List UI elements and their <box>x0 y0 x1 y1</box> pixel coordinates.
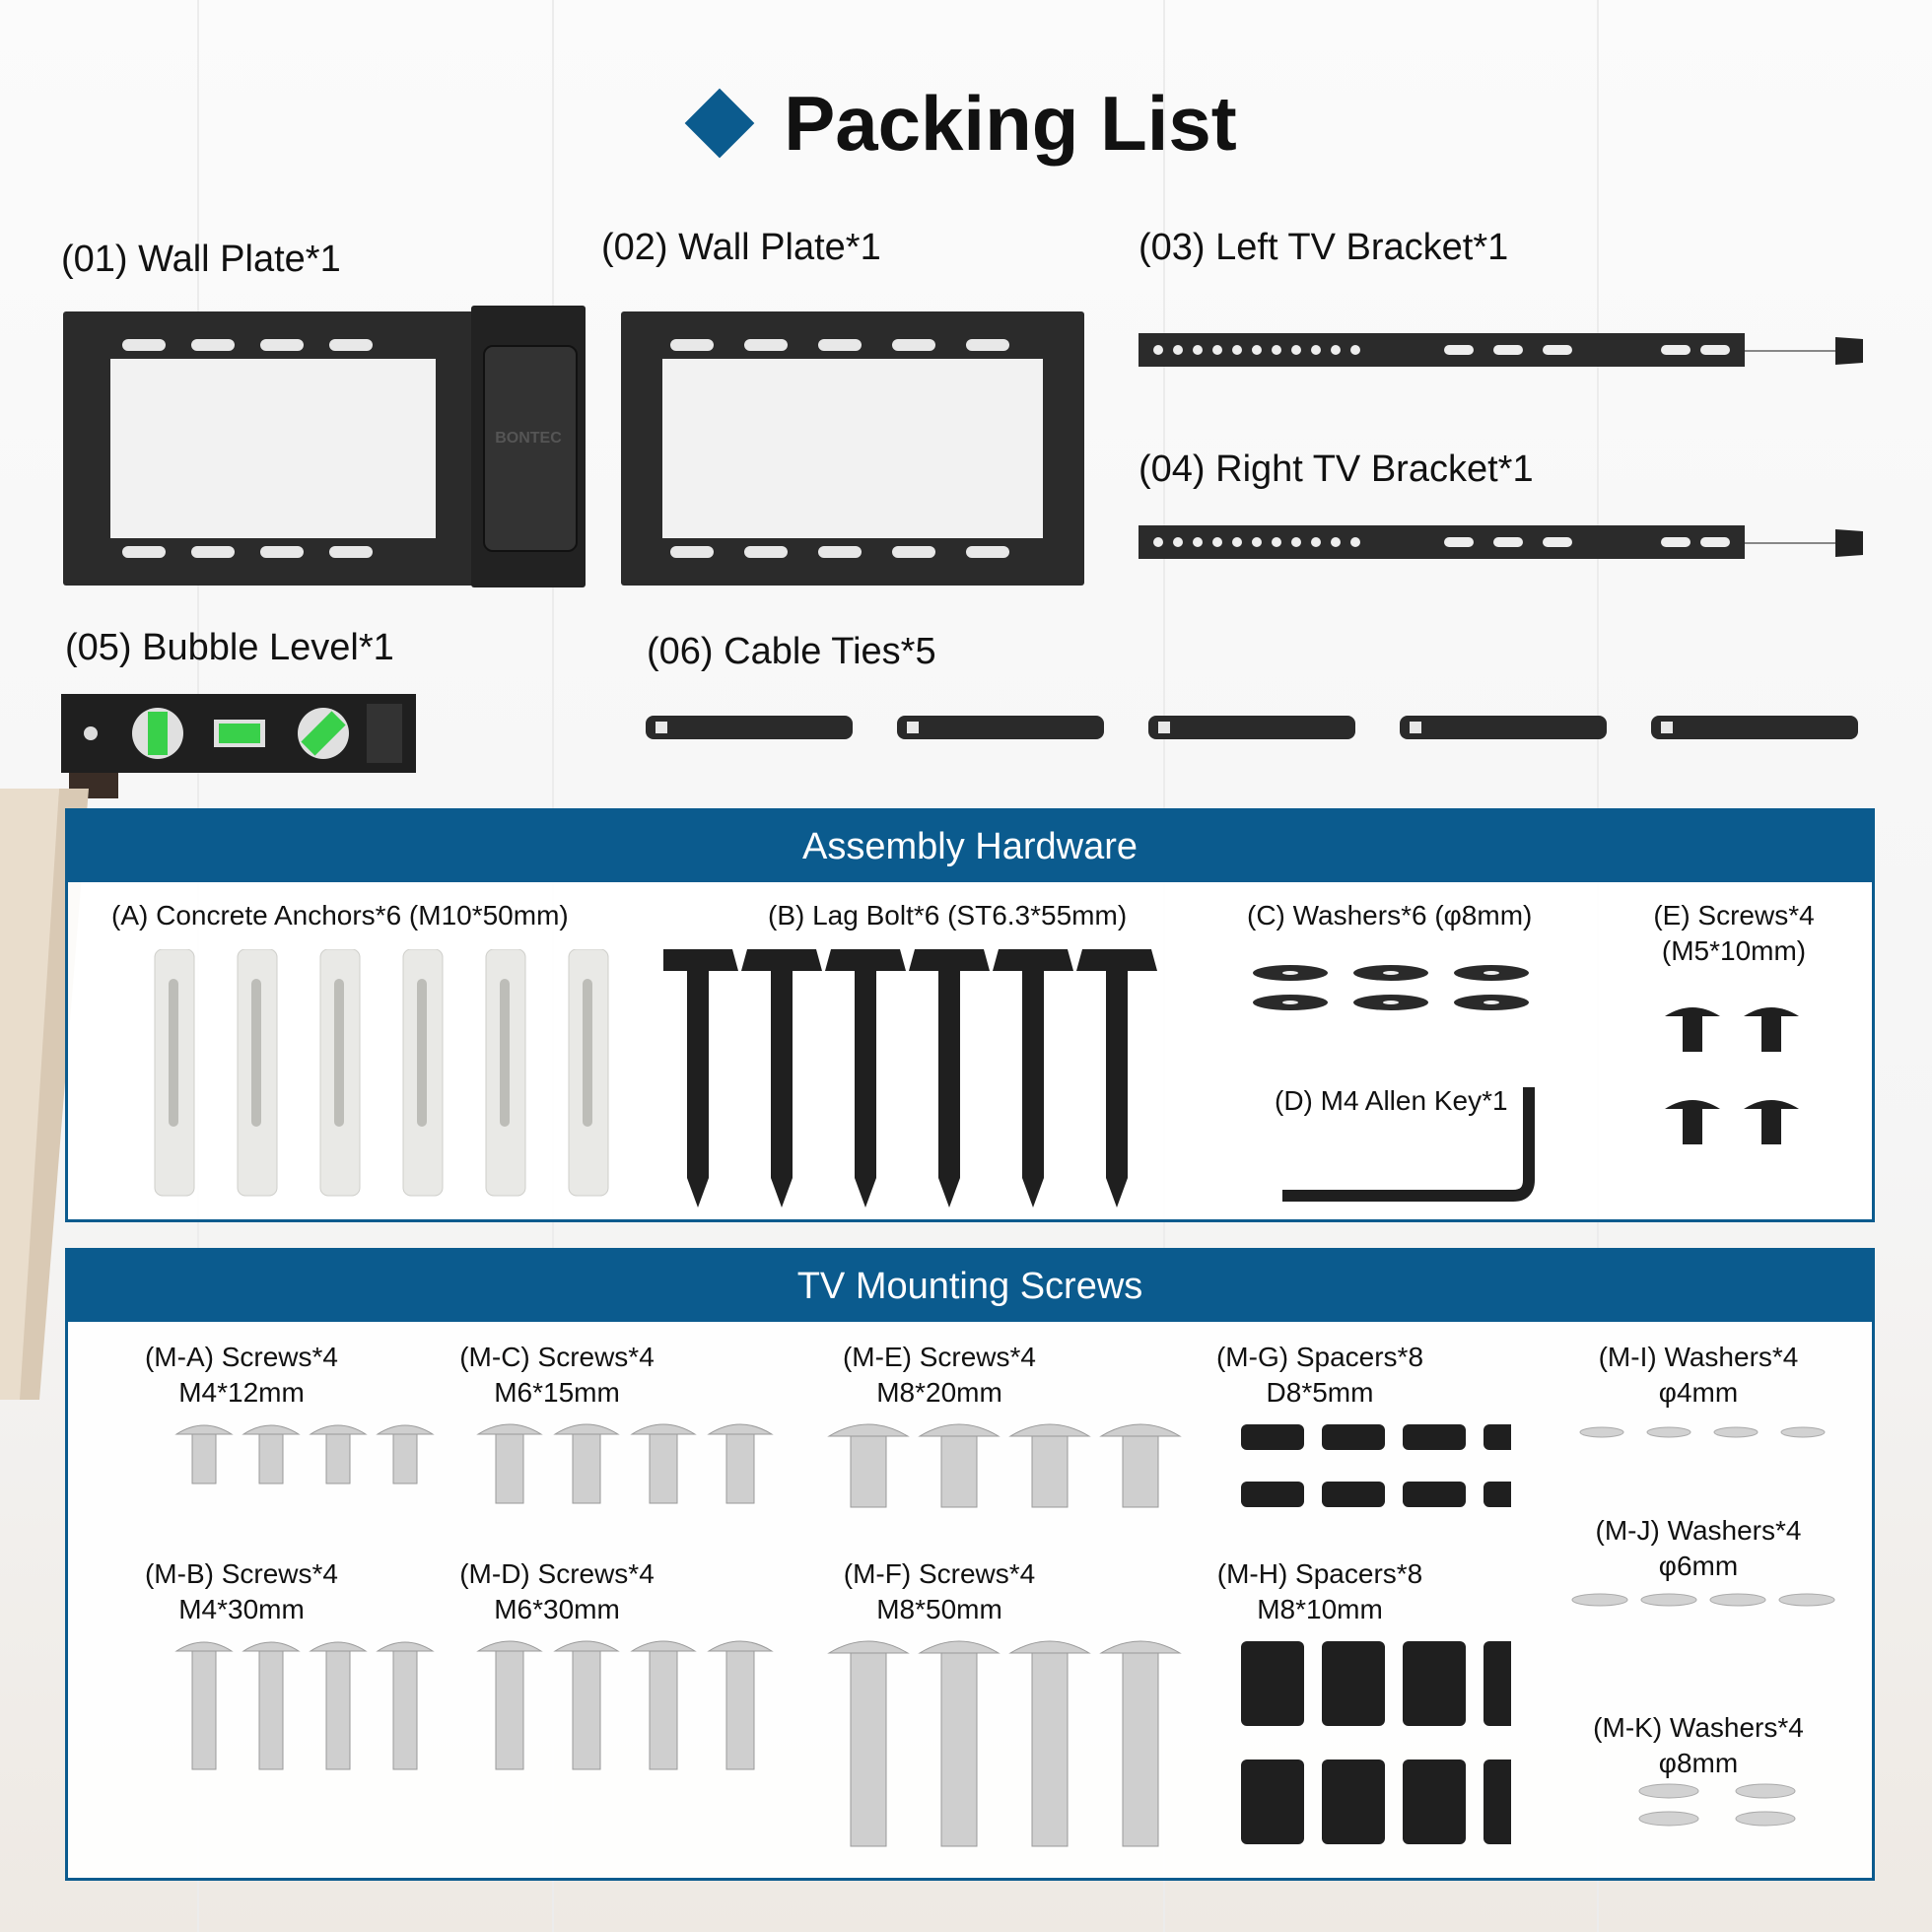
label-m-a <box>133 1340 350 1411</box>
label-m-e-line2: M8*20mm <box>876 1377 1002 1408</box>
label-m-k-line1: (M-K) Washers*4 <box>1593 1712 1804 1743</box>
diamond-icon <box>685 89 755 159</box>
allen-key-image <box>1276 1087 1572 1206</box>
label-bubble-level: (05) Bubble Level*1 <box>65 627 394 668</box>
label-m-a-line1: (M-A) Screws*4 <box>144 1342 338 1372</box>
tv-mounting-screws-panel <box>65 1248 1875 1881</box>
tv-screws-image <box>111 1418 1206 1852</box>
label-allen-key: (D) M4 Allen Key*1 <box>1275 1085 1508 1116</box>
left-bracket-image <box>1134 325 1873 384</box>
label-m-k-line2: φ8mm <box>1658 1748 1739 1778</box>
label-m-e <box>831 1340 1048 1411</box>
tv-mounting-screws-heading: TV Mounting Screws <box>68 1251 1872 1322</box>
concrete-anchors-image <box>107 949 620 1210</box>
label-m-d-line1: (M-D) Screws*4 <box>459 1558 655 1589</box>
label-m-f-line1: (M-F) Screws*4 <box>843 1558 1036 1589</box>
label-screws-e <box>1645 898 1823 969</box>
label-m-g-line2: D8*5mm <box>1266 1377 1374 1408</box>
label-m-e-line1: (M-E) Screws*4 <box>842 1342 1036 1372</box>
label-anchors: (A) Concrete Anchors*6 (M10*50mm) <box>111 900 569 931</box>
page-title <box>0 79 1932 169</box>
label-m-i-line1: (M-I) Washers*4 <box>1598 1342 1799 1372</box>
label-m-j-line1: (M-J) Washers*4 <box>1595 1515 1802 1546</box>
label-m-c-line1: (M-C) Screws*4 <box>459 1342 655 1372</box>
label-m-g-line1: (M-G) Spacers*8 <box>1215 1342 1424 1372</box>
label-m-h-line2: M8*10mm <box>1257 1594 1383 1624</box>
label-m-b-line1: (M-B) Screws*4 <box>144 1558 338 1589</box>
label-right-bracket: (04) Right TV Bracket*1 <box>1138 448 1534 490</box>
label-m-a-line2: M4*12mm <box>178 1377 305 1408</box>
wall-plate-1-image <box>63 311 475 586</box>
lag-bolts-image <box>663 949 1176 1215</box>
label-cable-ties: (06) Cable Ties*5 <box>647 631 936 672</box>
label-m-i-line2: φ4mm <box>1658 1377 1739 1408</box>
label-m-i <box>1580 1340 1817 1411</box>
label-m-d-line2: M6*30mm <box>494 1594 620 1624</box>
screws-e-image <box>1645 999 1842 1156</box>
spacers-image <box>1176 1418 1511 1852</box>
label-m-c <box>448 1340 665 1411</box>
bubble-level-image <box>61 690 418 777</box>
label-m-g <box>1202 1340 1438 1411</box>
label-wall-plate-2: (02) Wall Plate*1 <box>601 227 881 268</box>
label-m-h-line1: (M-H) Spacers*8 <box>1216 1558 1423 1589</box>
label-wall-plate-1: (01) Wall Plate*1 <box>61 239 341 280</box>
label-lag-bolt: (B) Lag Bolt*6 (ST6.3*55mm) <box>768 900 1128 931</box>
washers-c-image <box>1251 959 1566 1018</box>
assembly-hardware-heading: Assembly Hardware <box>68 811 1872 882</box>
washers-m-image <box>1556 1418 1862 1852</box>
label-m-b-line2: M4*30mm <box>178 1594 305 1624</box>
right-bracket-image <box>1134 518 1873 577</box>
cable-ties-image <box>641 710 1883 749</box>
label-screws-e-line1: (E) Screws*4 <box>1653 900 1815 931</box>
label-washers-c: (C) Washers*6 (φ8mm) <box>1247 900 1533 931</box>
label-left-bracket: (03) Left TV Bracket*1 <box>1138 227 1509 268</box>
label-m-c-line2: M6*15mm <box>494 1377 620 1408</box>
wall-plate-2-image <box>621 311 1084 586</box>
label-m-j-line2: φ6mm <box>1658 1551 1739 1581</box>
page-title-text: Packing List <box>784 80 1237 167</box>
wall-plate-1-cover: BONTEC <box>471 306 586 587</box>
assembly-hardware-panel <box>65 808 1875 1222</box>
label-m-f-line2: M8*50mm <box>876 1594 1002 1624</box>
label-screws-e-line2: (M5*10mm) <box>1661 935 1807 966</box>
